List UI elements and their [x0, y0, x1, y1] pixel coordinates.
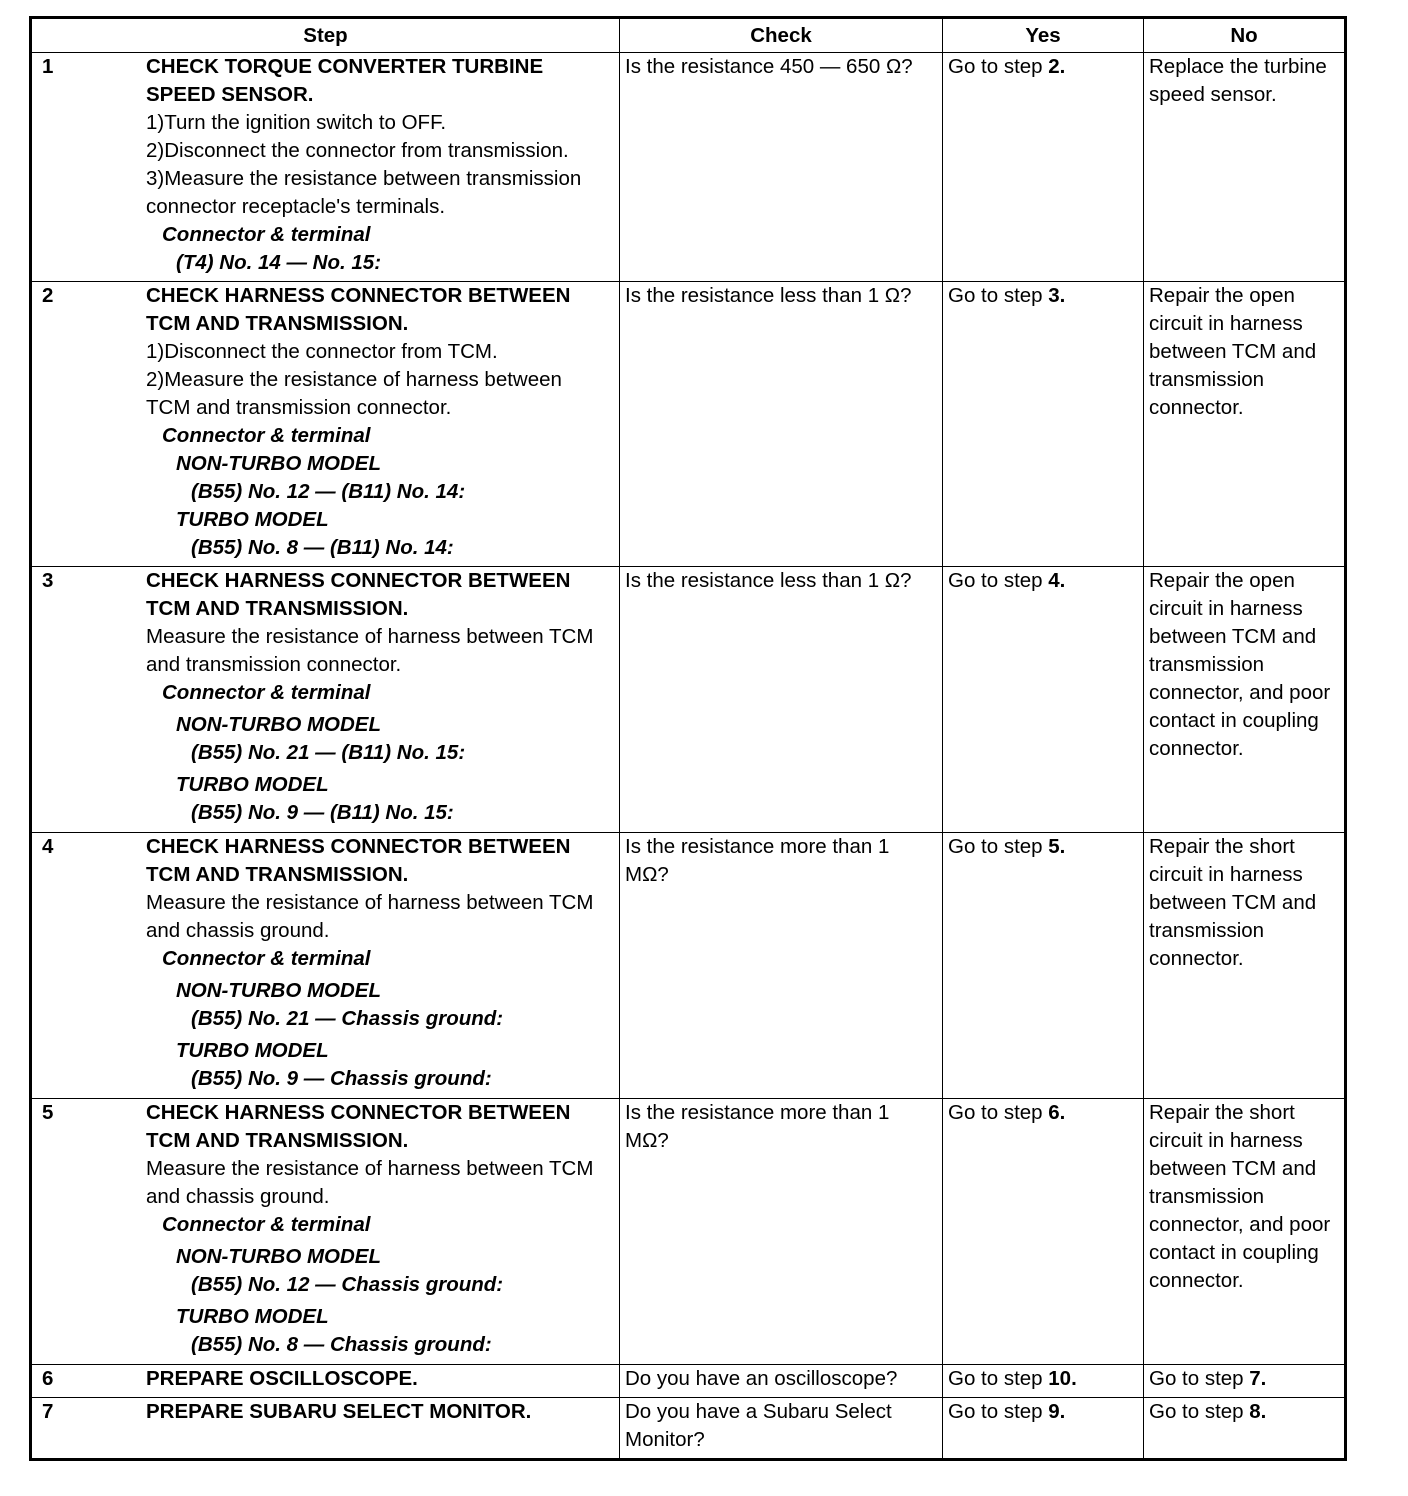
no-text: Repair the open circuit in harness between TCM and transmission connector.	[1149, 284, 1317, 419]
yes-prefix: Go to step	[948, 1400, 1049, 1423]
no-text: Repair the short circuit in harness between TCM and transmission connector.	[1149, 835, 1317, 970]
no-cell	[1144, 1365, 1346, 1398]
step-number: 6	[42, 1367, 54, 1390]
turbo-label: TURBO MODEL	[176, 1305, 329, 1328]
step-title: CHECK TORQUE CONVERTER TURBINE SPEED SENSOR.	[146, 55, 544, 106]
step-cell	[31, 282, 620, 567]
header-step: Step	[31, 18, 620, 53]
nonturbo-terminal-line: (B55) No. 12 — Chassis ground:	[191, 1273, 504, 1296]
nonturbo-terminal-line: (B55) No. 12 — (B11) No. 14:	[191, 480, 466, 503]
connector-terminal-line: (T4) No. 14 — No. 15:	[176, 251, 382, 274]
header-no: No	[1144, 18, 1346, 53]
step-number: 3	[42, 569, 54, 592]
no-text: Replace the turbine speed sensor.	[1149, 55, 1327, 106]
connector-label: Connector & terminal	[162, 223, 371, 246]
yes-prefix: Go to step	[948, 284, 1049, 307]
table-row	[31, 1365, 1346, 1398]
check-cell: Is the resistance more than 1 MΩ?	[620, 833, 943, 1099]
step-cell	[31, 567, 620, 833]
step-cell	[31, 1099, 620, 1365]
table-row	[31, 1398, 1346, 1460]
table-row	[31, 833, 1346, 1099]
no-cell	[1144, 53, 1346, 282]
yes-step-link: 3.	[1048, 284, 1066, 307]
table-row	[31, 282, 1346, 567]
step-title: PREPARE OSCILLOSCOPE.	[146, 1367, 418, 1390]
table-row	[31, 53, 1346, 282]
no-text: Repair the open circuit in harness between TCM and transmission connector, and poor contact in coupling connector.	[1149, 569, 1331, 760]
yes-cell	[943, 53, 1144, 282]
no-text: Repair the short circuit in harness between TCM and transmission connector, and poor contact in coupling connector.	[1149, 1101, 1331, 1292]
step-title: CHECK HARNESS CONNECTOR BETWEEN TCM AND TRANSMISSION.	[146, 569, 571, 620]
yes-prefix: Go to step	[948, 55, 1049, 78]
table-row	[31, 567, 1346, 833]
nonturbo-terminal-line: (B55) No. 21 — Chassis ground:	[191, 1007, 504, 1030]
connector-label: Connector & terminal	[162, 681, 371, 704]
yes-step-link: 6.	[1048, 1101, 1066, 1124]
check-cell: Do you have an oscilloscope?	[620, 1365, 943, 1398]
check-cell: Is the resistance 450 — 650 Ω?	[620, 53, 943, 282]
nonturbo-label: NON-TURBO MODEL	[176, 979, 381, 1002]
step-title: PREPARE SUBARU SELECT MONITOR.	[146, 1400, 532, 1423]
table-row	[31, 1099, 1346, 1365]
yes-cell	[943, 1365, 1144, 1398]
yes-step-link: 5.	[1048, 835, 1066, 858]
step-instruction: 2)Measure the resistance of harness between TCM and transmission connector.	[146, 368, 562, 419]
no-step-link: 8.	[1249, 1400, 1267, 1423]
step-cell	[31, 833, 620, 1099]
connector-label: Connector & terminal	[162, 1213, 371, 1236]
turbo-terminal-line: (B55) No. 8 — (B11) No. 14:	[191, 536, 454, 559]
nonturbo-label: NON-TURBO MODEL	[176, 713, 381, 736]
no-cell	[1144, 567, 1346, 833]
turbo-label: TURBO MODEL	[176, 1039, 329, 1062]
check-cell: Do you have a Subaru Select Monitor?	[620, 1398, 943, 1460]
step-title: CHECK HARNESS CONNECTOR BETWEEN TCM AND TRANSMISSION.	[146, 1101, 571, 1152]
nonturbo-label: NON-TURBO MODEL	[176, 1245, 381, 1268]
no-step-link: 7.	[1249, 1367, 1267, 1390]
turbo-terminal-line: (B55) No. 9 — Chassis ground:	[191, 1067, 492, 1090]
yes-step-link: 10.	[1048, 1367, 1077, 1390]
step-number: 4	[42, 835, 54, 858]
diagnostic-table	[29, 16, 1347, 1461]
step-title: CHECK HARNESS CONNECTOR BETWEEN TCM AND TRANSMISSION.	[146, 835, 571, 886]
yes-cell	[943, 1398, 1144, 1460]
step-instruction: 1)Turn the ignition switch to OFF.	[146, 111, 447, 134]
header-check: Check	[620, 18, 943, 53]
yes-step-link: 2.	[1048, 55, 1066, 78]
yes-step-link: 4.	[1048, 569, 1066, 592]
step-instruction: 1)Disconnect the connector from TCM.	[146, 340, 498, 363]
turbo-label: TURBO MODEL	[176, 508, 329, 531]
no-prefix: Go to step	[1149, 1367, 1250, 1390]
yes-prefix: Go to step	[948, 1101, 1049, 1124]
no-prefix: Go to step	[1149, 1400, 1250, 1423]
connector-label: Connector & terminal	[162, 424, 371, 447]
yes-prefix: Go to step	[948, 1367, 1049, 1390]
step-instruction: 3)Measure the resistance between transmission connector receptacle's terminals.	[146, 167, 582, 218]
step-title: CHECK HARNESS CONNECTOR BETWEEN TCM AND TRANSMISSION.	[146, 284, 571, 335]
turbo-label: TURBO MODEL	[176, 773, 329, 796]
step-cell	[31, 1365, 620, 1398]
yes-cell	[943, 833, 1144, 1099]
step-number: 1	[42, 55, 54, 78]
yes-prefix: Go to step	[948, 569, 1049, 592]
header-yes: Yes	[943, 18, 1144, 53]
step-number: 5	[42, 1101, 54, 1124]
no-cell	[1144, 282, 1346, 567]
table-header-row	[31, 18, 1346, 53]
nonturbo-terminal-line: (B55) No. 21 — (B11) No. 15:	[191, 741, 466, 764]
check-cell: Is the resistance less than 1 Ω?	[620, 567, 943, 833]
step-cell	[31, 1398, 620, 1460]
check-cell: Is the resistance more than 1 MΩ?	[620, 1099, 943, 1365]
check-cell: Is the resistance less than 1 Ω?	[620, 282, 943, 567]
yes-cell	[943, 567, 1144, 833]
no-cell	[1144, 1099, 1346, 1365]
step-instruction: Measure the resistance of harness between TCM and chassis ground.	[146, 1157, 594, 1208]
no-cell	[1144, 833, 1346, 1099]
yes-prefix: Go to step	[948, 835, 1049, 858]
turbo-terminal-line: (B55) No. 9 — (B11) No. 15:	[191, 801, 454, 824]
nonturbo-label: NON-TURBO MODEL	[176, 452, 381, 475]
step-instruction: 2)Disconnect the connector from transmission.	[146, 139, 569, 162]
step-number: 7	[42, 1400, 54, 1423]
no-cell	[1144, 1398, 1346, 1460]
connector-label: Connector & terminal	[162, 947, 371, 970]
turbo-terminal-line: (B55) No. 8 — Chassis ground:	[191, 1333, 492, 1356]
yes-step-link: 9.	[1048, 1400, 1066, 1423]
yes-cell	[943, 282, 1144, 567]
step-number: 2	[42, 284, 54, 307]
step-instruction: Measure the resistance of harness between TCM and chassis ground.	[146, 891, 594, 942]
yes-cell	[943, 1099, 1144, 1365]
step-cell	[31, 53, 620, 282]
step-instruction: Measure the resistance of harness between TCM and transmission connector.	[146, 625, 594, 676]
